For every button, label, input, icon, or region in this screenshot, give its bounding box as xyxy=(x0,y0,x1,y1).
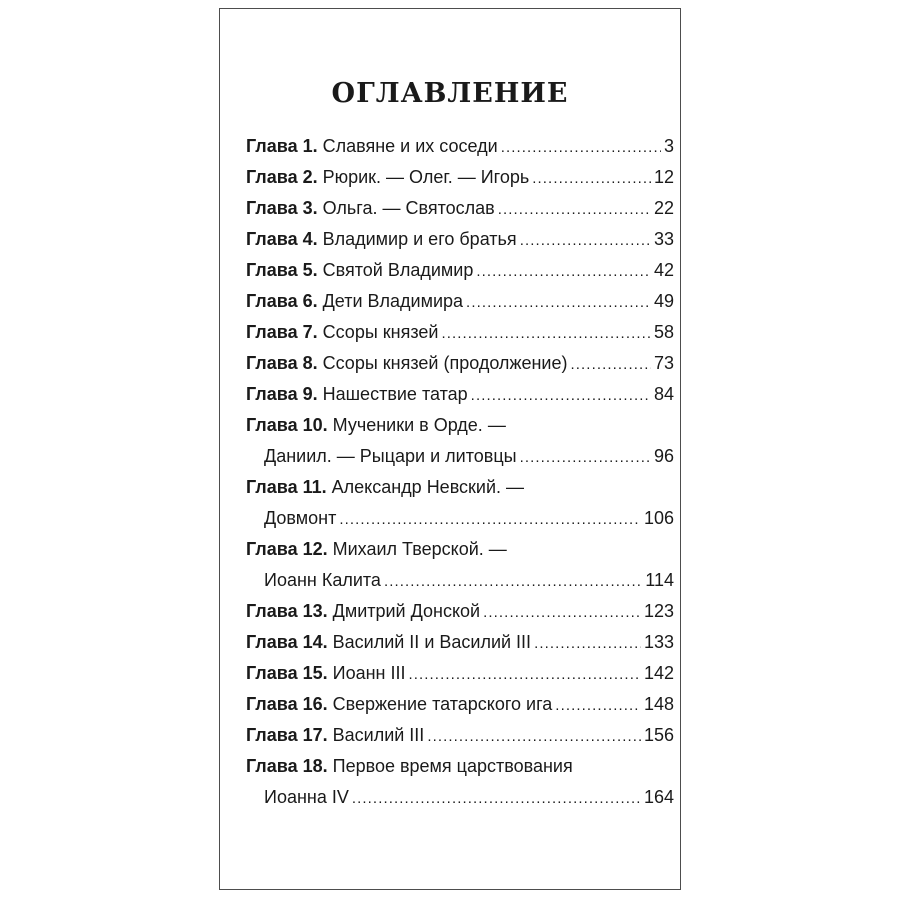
toc-line xyxy=(246,782,674,813)
dot-leader xyxy=(520,442,651,473)
page-title: ОГЛАВЛЕНИЕ xyxy=(331,78,569,109)
toc-entry xyxy=(246,596,674,627)
page-number: 156 xyxy=(643,725,674,745)
toc-line xyxy=(246,131,674,162)
chapter-number: Глава 15. xyxy=(246,663,328,683)
chapter-number: Глава 8. xyxy=(246,353,318,373)
dot-leader xyxy=(534,628,641,659)
page-number: 142 xyxy=(643,663,674,683)
dot-leader xyxy=(339,504,641,535)
dot-leader xyxy=(532,163,651,194)
chapter-title: Нашествие татар xyxy=(322,384,468,404)
toc-entry xyxy=(246,658,674,689)
page-number: 58 xyxy=(653,322,674,342)
chapter-title: Первое время царствования xyxy=(332,756,573,776)
dot-leader xyxy=(352,783,641,814)
dot-leader xyxy=(384,566,642,597)
page-number: 148 xyxy=(643,694,674,714)
toc-line xyxy=(246,503,674,534)
dot-leader xyxy=(520,225,651,256)
toc-entry xyxy=(246,751,674,813)
toc-entry xyxy=(246,317,674,348)
toc-entry xyxy=(246,720,674,751)
chapter-title: Довмонт xyxy=(264,508,337,528)
page-number: 49 xyxy=(653,291,674,311)
chapter-title: Василий III xyxy=(332,725,425,745)
page-number: 73 xyxy=(653,353,674,373)
chapter-number: Глава 14. xyxy=(246,632,328,652)
page-number: 42 xyxy=(653,260,674,280)
dot-leader xyxy=(471,380,651,411)
toc-entry xyxy=(246,534,674,596)
dot-leader xyxy=(427,721,641,752)
chapter-title: Александр Невский. — xyxy=(331,477,525,497)
chapter-title: Михаил Тверской. — xyxy=(332,539,507,559)
chapter-number: Глава 17. xyxy=(246,725,328,745)
toc-entry xyxy=(246,689,674,720)
toc-entry xyxy=(246,472,674,534)
toc-line xyxy=(246,720,674,751)
chapter-number: Глава 9. xyxy=(246,384,318,404)
chapter-title: Ссоры князей (продолжение) xyxy=(322,353,568,373)
dot-leader xyxy=(476,256,651,287)
toc-line xyxy=(246,751,674,782)
chapter-number: Глава 3. xyxy=(246,198,318,218)
chapter-title: Мученики в Орде. — xyxy=(332,415,506,435)
chapter-title: Дмитрий Донской xyxy=(332,601,481,621)
toc-line xyxy=(246,410,674,441)
chapter-number: Глава 12. xyxy=(246,539,328,559)
toc-entry xyxy=(246,131,674,162)
chapter-number: Глава 10. xyxy=(246,415,328,435)
toc-line xyxy=(246,658,674,689)
chapter-title: Святой Владимир xyxy=(322,260,474,280)
chapter-title: Ольга. — Святослав xyxy=(322,198,495,218)
toc-line xyxy=(246,441,674,472)
dot-leader xyxy=(498,194,651,225)
page-number: 114 xyxy=(645,570,674,590)
chapter-title: Владимир и его братья xyxy=(322,229,517,249)
table-of-contents xyxy=(246,131,674,813)
chapter-number: Глава 5. xyxy=(246,260,318,280)
toc-line xyxy=(246,534,674,565)
dot-leader xyxy=(501,132,661,163)
toc-line xyxy=(246,627,674,658)
page-number: 96 xyxy=(653,446,674,466)
dot-leader xyxy=(408,659,640,690)
chapter-title: Дети Владимира xyxy=(322,291,464,311)
toc-line xyxy=(246,348,674,379)
toc-entry xyxy=(246,255,674,286)
page-number: 133 xyxy=(643,632,674,652)
chapter-title: Иоанн Калита xyxy=(264,570,381,590)
page-number: 123 xyxy=(643,601,674,621)
toc-line xyxy=(246,596,674,627)
dot-leader xyxy=(555,690,641,721)
page-number: 164 xyxy=(643,787,674,807)
chapter-title: Василий II и Василий III xyxy=(332,632,532,652)
chapter-title: Иоанн III xyxy=(332,663,406,683)
toc-line xyxy=(246,689,674,720)
toc-line xyxy=(246,565,674,596)
toc-entry xyxy=(246,627,674,658)
chapter-number: Глава 1. xyxy=(246,136,318,156)
page-number: 33 xyxy=(653,229,674,249)
page-number: 3 xyxy=(663,136,674,156)
chapter-title: Иоанна IV xyxy=(264,787,349,807)
page-number: 22 xyxy=(653,198,674,218)
chapter-number: Глава 4. xyxy=(246,229,318,249)
chapter-number: Глава 11. xyxy=(246,477,327,497)
toc-line xyxy=(246,255,674,286)
toc-line xyxy=(246,472,674,503)
dot-leader xyxy=(441,318,651,349)
chapter-number: Глава 2. xyxy=(246,167,318,187)
toc-entry xyxy=(246,286,674,317)
toc-entry xyxy=(246,348,674,379)
toc-entry xyxy=(246,379,674,410)
toc-line xyxy=(246,162,674,193)
chapter-number: Глава 16. xyxy=(246,694,328,714)
toc-line xyxy=(246,317,674,348)
page-number: 84 xyxy=(653,384,674,404)
toc-entry xyxy=(246,162,674,193)
page-number: 106 xyxy=(643,508,674,528)
page-number: 12 xyxy=(653,167,674,187)
chapter-title: Ссоры князей xyxy=(322,322,439,342)
toc-line xyxy=(246,193,674,224)
chapter-title: Даниил. — Рыцари и литовцы xyxy=(264,446,517,466)
dot-leader xyxy=(571,349,651,380)
toc-entry xyxy=(246,224,674,255)
toc-line xyxy=(246,379,674,410)
chapter-number: Глава 18. xyxy=(246,756,328,776)
toc-entry xyxy=(246,410,674,472)
chapter-number: Глава 7. xyxy=(246,322,318,342)
dot-leader xyxy=(466,287,651,318)
chapter-title: Свержение татарского ига xyxy=(332,694,553,714)
chapter-number: Глава 13. xyxy=(246,601,328,621)
toc-line xyxy=(246,224,674,255)
dot-leader xyxy=(483,597,641,628)
toc-entry xyxy=(246,193,674,224)
chapter-number: Глава 6. xyxy=(246,291,318,311)
chapter-title: Славяне и их соседи xyxy=(322,136,498,156)
chapter-title: Рюрик. — Олег. — Игорь xyxy=(322,167,530,187)
toc-line xyxy=(246,286,674,317)
